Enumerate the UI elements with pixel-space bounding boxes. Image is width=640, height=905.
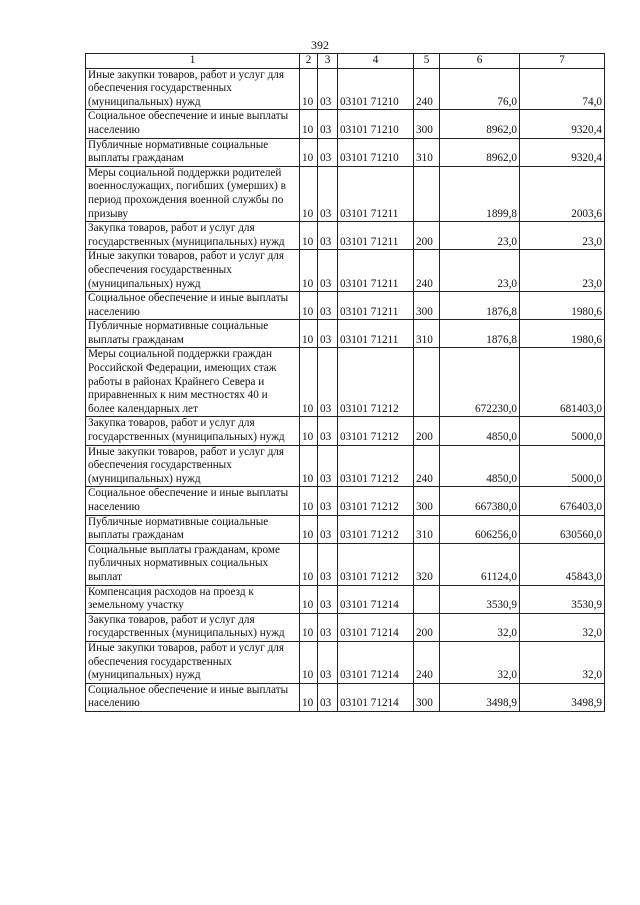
target-article-code: 03101 71214 [338, 613, 414, 641]
table-header-row [86, 54, 605, 69]
row-description: Социальное обеспечение и иные выплаты населению [86, 487, 300, 515]
row-description: Компенсация расходов на проезд к земельному участку [86, 585, 300, 613]
amount-year-1: 1899,8 [440, 166, 520, 221]
table-row [86, 445, 605, 487]
target-article-code: 03101 71212 [338, 515, 414, 543]
amount-year-1: 667380,0 [440, 487, 520, 515]
row-description: Иные закупки товаров, работ и услуг для обеспечения государственных (муниципальных) нужд [86, 445, 300, 487]
amount-year-2: 3498,9 [520, 683, 605, 711]
expense-type-code: 240 [414, 68, 440, 110]
section-code: 10 [300, 543, 318, 585]
row-description: Социальное обеспечение и иные выплаты населению [86, 292, 300, 320]
target-article-code: 03101 71210 [338, 138, 414, 166]
table-row [86, 487, 605, 515]
expense-type-code: 200 [414, 222, 440, 250]
table-row [86, 320, 605, 348]
subsection-code: 03 [318, 613, 338, 641]
section-code: 10 [300, 445, 318, 487]
column-header: 1 [86, 54, 300, 69]
subsection-code: 03 [318, 68, 338, 110]
row-description: Закупка товаров, работ и услуг для государственных (муниципальных) нужд [86, 222, 300, 250]
section-code: 10 [300, 250, 318, 292]
expense-type-code: 300 [414, 487, 440, 515]
section-code: 10 [300, 641, 318, 683]
target-article-code: 03101 71212 [338, 543, 414, 585]
section-code: 10 [300, 613, 318, 641]
amount-year-2: 5000,0 [520, 445, 605, 487]
target-article-code: 03101 71214 [338, 641, 414, 683]
amount-year-1: 1876,8 [440, 292, 520, 320]
section-code: 10 [300, 166, 318, 221]
target-article-code: 03101 71211 [338, 292, 414, 320]
amount-year-2: 3530,9 [520, 585, 605, 613]
amount-year-2: 676403,0 [520, 487, 605, 515]
section-code: 10 [300, 110, 318, 138]
expense-type-code: 240 [414, 250, 440, 292]
subsection-code: 03 [318, 487, 338, 515]
table-row [86, 641, 605, 683]
page-number: 392 [311, 38, 329, 52]
amount-year-1: 8962,0 [440, 110, 520, 138]
subsection-code: 03 [318, 683, 338, 711]
target-article-code: 03101 71212 [338, 417, 414, 445]
table-row [86, 543, 605, 585]
section-code: 10 [300, 320, 318, 348]
expense-type-code: 300 [414, 292, 440, 320]
amount-year-2: 32,0 [520, 613, 605, 641]
table-row [86, 110, 605, 138]
section-code: 10 [300, 222, 318, 250]
section-code: 10 [300, 585, 318, 613]
expense-type-code: 320 [414, 543, 440, 585]
expense-type-code [414, 585, 440, 613]
section-code: 10 [300, 683, 318, 711]
amount-year-2: 1980,6 [520, 292, 605, 320]
column-header: 5 [414, 54, 440, 69]
table-row [86, 68, 605, 110]
row-description: Публичные нормативные социальные выплаты гражданам [86, 515, 300, 543]
subsection-code: 03 [318, 320, 338, 348]
expense-type-code: 200 [414, 417, 440, 445]
row-description: Публичные нормативные социальные выплаты гражданам [86, 138, 300, 166]
amount-year-2: 1980,6 [520, 320, 605, 348]
table-row [86, 292, 605, 320]
table-row [86, 417, 605, 445]
table-row [86, 515, 605, 543]
section-code: 10 [300, 487, 318, 515]
table-row [86, 222, 605, 250]
amount-year-2: 9320,4 [520, 110, 605, 138]
target-article-code: 03101 71211 [338, 250, 414, 292]
target-article-code: 03101 71212 [338, 445, 414, 487]
expense-type-code: 240 [414, 641, 440, 683]
amount-year-2: 74,0 [520, 68, 605, 110]
target-article-code: 03101 71214 [338, 585, 414, 613]
table-row [86, 348, 605, 417]
section-code: 10 [300, 417, 318, 445]
row-description: Иные закупки товаров, работ и услуг для обеспечения государственных (муниципальных) нужд [86, 68, 300, 110]
amount-year-1: 8962,0 [440, 138, 520, 166]
table-row [86, 613, 605, 641]
target-article-code: 03101 71210 [338, 110, 414, 138]
target-article-code: 03101 71212 [338, 487, 414, 515]
amount-year-1: 4850,0 [440, 445, 520, 487]
amount-year-2: 681403,0 [520, 348, 605, 417]
amount-year-2: 45843,0 [520, 543, 605, 585]
amount-year-2: 23,0 [520, 250, 605, 292]
amount-year-1: 3498,9 [440, 683, 520, 711]
budget-table [85, 53, 605, 712]
amount-year-1: 32,0 [440, 613, 520, 641]
target-article-code: 03101 71214 [338, 683, 414, 711]
section-code: 10 [300, 292, 318, 320]
column-header: 6 [440, 54, 520, 69]
amount-year-1: 4850,0 [440, 417, 520, 445]
column-header: 2 [300, 54, 318, 69]
amount-year-1: 3530,9 [440, 585, 520, 613]
amount-year-1: 672230,0 [440, 348, 520, 417]
column-header: 3 [318, 54, 338, 69]
expense-type-code: 300 [414, 110, 440, 138]
amount-year-2: 630560,0 [520, 515, 605, 543]
amount-year-1: 606256,0 [440, 515, 520, 543]
expense-type-code [414, 348, 440, 417]
subsection-code: 03 [318, 110, 338, 138]
column-header: 4 [338, 54, 414, 69]
amount-year-2: 32,0 [520, 641, 605, 683]
expense-type-code [414, 166, 440, 221]
section-code: 10 [300, 138, 318, 166]
target-article-code: 03101 71210 [338, 68, 414, 110]
expense-type-code: 200 [414, 613, 440, 641]
amount-year-1: 23,0 [440, 222, 520, 250]
subsection-code: 03 [318, 138, 338, 166]
row-description: Иные закупки товаров, работ и услуг для обеспечения государственных (муниципальных) нужд [86, 641, 300, 683]
amount-year-1: 32,0 [440, 641, 520, 683]
amount-year-1: 61124,0 [440, 543, 520, 585]
row-description: Социальное обеспечение и иные выплаты населению [86, 110, 300, 138]
expense-type-code: 310 [414, 320, 440, 348]
table-row [86, 585, 605, 613]
subsection-code: 03 [318, 585, 338, 613]
amount-year-1: 23,0 [440, 250, 520, 292]
subsection-code: 03 [318, 445, 338, 487]
amount-year-2: 2003,6 [520, 166, 605, 221]
table-row [86, 683, 605, 711]
amount-year-2: 9320,4 [520, 138, 605, 166]
section-code: 10 [300, 348, 318, 417]
subsection-code: 03 [318, 417, 338, 445]
row-description: Закупка товаров, работ и услуг для государственных (муниципальных) нужд [86, 613, 300, 641]
subsection-code: 03 [318, 543, 338, 585]
amount-year-2: 23,0 [520, 222, 605, 250]
target-article-code: 03101 71211 [338, 320, 414, 348]
table-row [86, 138, 605, 166]
subsection-code: 03 [318, 348, 338, 417]
table-row [86, 166, 605, 221]
subsection-code: 03 [318, 166, 338, 221]
row-description: Публичные нормативные социальные выплаты гражданам [86, 320, 300, 348]
row-description: Закупка товаров, работ и услуг для государственных (муниципальных) нужд [86, 417, 300, 445]
target-article-code: 03101 71211 [338, 166, 414, 221]
subsection-code: 03 [318, 222, 338, 250]
amount-year-2: 5000,0 [520, 417, 605, 445]
amount-year-1: 1876,8 [440, 320, 520, 348]
subsection-code: 03 [318, 250, 338, 292]
expense-type-code: 310 [414, 515, 440, 543]
expense-type-code: 240 [414, 445, 440, 487]
subsection-code: 03 [318, 515, 338, 543]
expense-type-code: 300 [414, 683, 440, 711]
row-description: Иные закупки товаров, работ и услуг для обеспечения государственных (муниципальных) нужд [86, 250, 300, 292]
section-code: 10 [300, 515, 318, 543]
target-article-code: 03101 71212 [338, 348, 414, 417]
expense-type-code: 310 [414, 138, 440, 166]
target-article-code: 03101 71211 [338, 222, 414, 250]
section-code: 10 [300, 68, 318, 110]
column-header: 7 [520, 54, 605, 69]
row-description: Социальные выплаты гражданам, кроме публичных нормативных социальных выплат [86, 543, 300, 585]
row-description: Меры социальной поддержки родителей военнослужащих, погибших (умерших) в период прохождения военной службы по призыву [86, 166, 300, 221]
subsection-code: 03 [318, 292, 338, 320]
row-description: Социальное обеспечение и иные выплаты населению [86, 683, 300, 711]
amount-year-1: 76,0 [440, 68, 520, 110]
subsection-code: 03 [318, 641, 338, 683]
row-description: Меры социальной поддержки граждан Российской Федерации, имеющих стаж работы в районах Крайнего Севера и приравненных к ним местностях 40 и более календарных лет [86, 348, 300, 417]
table-row [86, 250, 605, 292]
